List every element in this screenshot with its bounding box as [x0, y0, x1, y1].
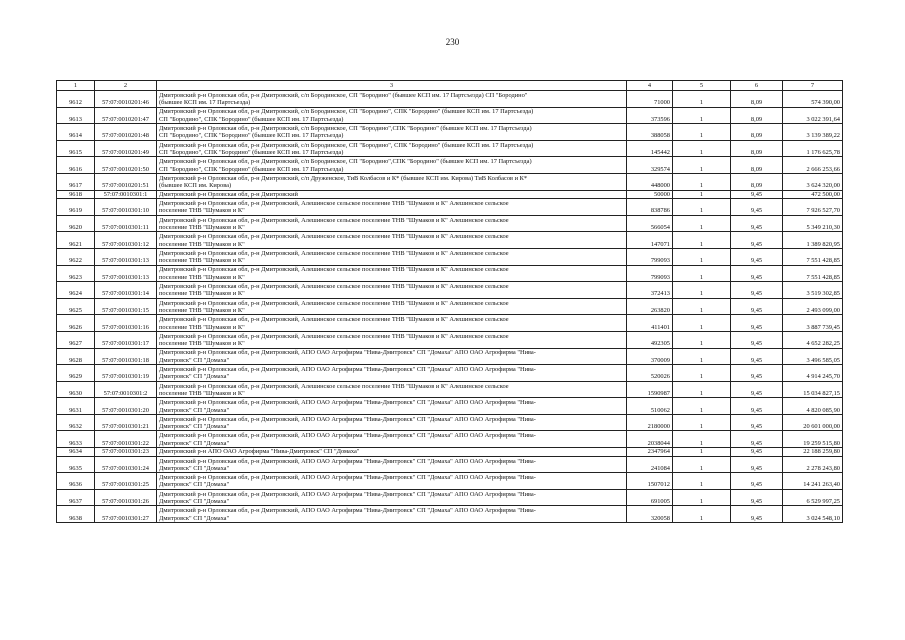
area-value: 2180000: [627, 414, 673, 431]
count-value: 1: [673, 199, 731, 216]
count-value: 1: [673, 506, 731, 523]
cadastral-number: 57:07:0010201:51: [95, 173, 157, 190]
location-description: [157, 107, 627, 124]
count-value: 1: [673, 365, 731, 382]
location-line: Дмитровский р-н Орловская обл, р-н Дмитровский, Алешинское сельское поселение ТНВ "Шумаков и К" Алешинское сельское: [159, 299, 509, 307]
rate-value: 9,45: [731, 348, 783, 365]
area-value: 320058: [627, 506, 673, 523]
count-value: 1: [673, 107, 731, 124]
row-number: 9623: [57, 265, 95, 282]
table-row: [57, 398, 843, 415]
location-line: Дмитровск" СП "Домаха": [159, 498, 230, 506]
cadastral-number: 57:07:0010301:25: [95, 473, 157, 490]
table-row: [57, 473, 843, 490]
cadastral-value: 574 390,00: [783, 91, 843, 108]
location-description: [157, 91, 627, 108]
table-row: [57, 199, 843, 216]
location-description: [157, 414, 627, 431]
rate-value: 9,45: [731, 248, 783, 265]
row-number: 9620: [57, 215, 95, 232]
area-value: 241084: [627, 456, 673, 473]
rate-value: 8,09: [731, 124, 783, 141]
area-value: 145442: [627, 140, 673, 157]
cadastral-value: 14 241 263,40: [783, 473, 843, 490]
area-value: 263820: [627, 298, 673, 315]
location-line: Дмитровский р-н Орловская обл, р-н Дмитровский, АПО ОАО Агрофирма "Нива-Дмитровск" СП "Домаха" АПО ОАО Агрофирма "Нива-: [159, 399, 536, 407]
cadastral-value: 3 024 548,10: [783, 506, 843, 523]
location-line: Дмитровск" СП "Домаха": [159, 356, 230, 364]
location-line: поселение ТНВ "Шумаков и К": [159, 290, 245, 298]
table-row: [57, 232, 843, 249]
area-value: 71000: [627, 91, 673, 108]
count-value: 1: [673, 157, 731, 174]
rate-value: 8,09: [731, 157, 783, 174]
area-value: 799093: [627, 248, 673, 265]
table-row: [57, 348, 843, 365]
location-line: Дмитровский р-н Орловская обл, р-н Дмитровский, с/п Друженское, ТиВ Колбасов и К* (бывшее КСП им. Кирова) ТиВ Колбасов и К*: [159, 174, 528, 182]
location-description: [157, 190, 627, 199]
area-value: 520026: [627, 365, 673, 382]
location-line: поселение ТНВ "Шумаков и К": [159, 257, 245, 265]
row-number: 9628: [57, 348, 95, 365]
row-number: 9632: [57, 414, 95, 431]
table-row: [57, 248, 843, 265]
count-value: 1: [673, 448, 731, 457]
row-number: 9621: [57, 232, 95, 249]
location-line: поселение ТНВ "Шумаков и К": [159, 223, 245, 231]
area-value: 370009: [627, 348, 673, 365]
count-value: 1: [673, 414, 731, 431]
location-line: поселение ТНВ "Шумаков и К": [159, 323, 245, 331]
location-line: поселение ТНВ "Шумаков и К": [159, 207, 245, 215]
column-header: 6: [731, 81, 783, 91]
location-line: Дмитровский р-н Орловская обл, р-н Дмитровский, АПО ОАО Агрофирма "Нива-Дмитровск" СП "Домаха" АПО ОАО Агрофирма "Нива-: [159, 365, 536, 373]
rate-value: 9,45: [731, 282, 783, 299]
location-description: [157, 315, 627, 332]
cadastral-number: 57:07:0010301:21: [95, 414, 157, 431]
area-value: 147071: [627, 232, 673, 249]
rate-value: 9,45: [731, 506, 783, 523]
area-value: 411401: [627, 315, 673, 332]
table-row: [57, 331, 843, 348]
rate-value: 9,45: [731, 190, 783, 199]
cadastral-value: 3 139 389,22: [783, 124, 843, 141]
column-header: 1: [57, 81, 95, 91]
count-value: 1: [673, 398, 731, 415]
cadastral-number: 57:07:0010201:48: [95, 124, 157, 141]
rate-value: 9,45: [731, 456, 783, 473]
count-value: 1: [673, 140, 731, 157]
row-number: 9615: [57, 140, 95, 157]
table-row: [57, 91, 843, 108]
cadastral-value: 4 652 282,25: [783, 331, 843, 348]
cadastral-number: 57:07:0010301:22: [95, 431, 157, 448]
area-value: 2347964: [627, 448, 673, 457]
count-value: 1: [673, 265, 731, 282]
area-value: 388058: [627, 124, 673, 141]
row-number: 9631: [57, 398, 95, 415]
rate-value: 9,45: [731, 489, 783, 506]
count-value: 1: [673, 173, 731, 190]
location-line: Дмитровск" СП "Домаха": [159, 373, 230, 381]
cadastral-number: 57:07:0010301:10: [95, 199, 157, 216]
location-line: Дмитровск" СП "Домаха": [159, 464, 230, 472]
row-number: 9624: [57, 282, 95, 299]
table-row: [57, 173, 843, 190]
location-line: поселение ТНВ "Шумаков и К": [159, 306, 245, 314]
table-row: [57, 431, 843, 448]
row-number: 9622: [57, 248, 95, 265]
row-number: 9636: [57, 473, 95, 490]
location-line: СП "Бородино", СПК "Бородино" (бывшее КСП им. 17 Партсъезда): [159, 132, 344, 140]
row-number: 9614: [57, 124, 95, 141]
location-line: Дмитровский р-н Орловская обл, р-н Дмитровский, Алешинское сельское поселение ТНВ "Шумаков и К" Алешинское сельское: [159, 216, 509, 224]
table-row: [57, 414, 843, 431]
row-number: 9627: [57, 331, 95, 348]
cadastral-value: 20 601 000,00: [783, 414, 843, 431]
row-number: 9626: [57, 315, 95, 332]
cadastral-value: 1 389 820,95: [783, 232, 843, 249]
location-description: [157, 265, 627, 282]
location-line: поселение ТНВ "Шумаков и К": [159, 389, 245, 397]
cadastral-number: 57:07:0010301:24: [95, 456, 157, 473]
row-number: 9629: [57, 365, 95, 382]
area-value: 2038044: [627, 431, 673, 448]
location-line: Дмитровский р-н Орловская обл, р-н Дмитровский, АПО ОАО Агрофирма "Нива-Дмитровск" СП "Домаха" АПО ОАО Агрофирма "Нива-: [159, 507, 536, 515]
table-row: [57, 124, 843, 141]
location-line: Дмитровский р-н Орловская обл, р-н Дмитровский, АПО ОАО Агрофирма "Нива-Дмитровск" СП "Домаха" АПО ОАО Агрофирма "Нива-: [159, 432, 536, 440]
cadastral-number: 57:07:0010301:26: [95, 489, 157, 506]
location-line: поселение ТНВ "Шумаков и К": [159, 240, 245, 248]
count-value: 1: [673, 456, 731, 473]
rate-value: 9,45: [731, 448, 783, 457]
location-line: Дмитровский р-н Орловская обл, р-н Дмитровский, с/п Бородинское, СП "Бородино", СПК "Бородино" (бывшее КСП им. 17 Партсъезда): [159, 108, 534, 116]
location-line: Дмитровск" СП "Домаха": [159, 514, 230, 522]
table-row: [57, 381, 843, 398]
cadastral-value: 3 022 391,64: [783, 107, 843, 124]
location-line: Дмитровский р-н Орловская обл, р-н Дмитровский, Алешинское сельское поселение ТНВ "Шумаков и К" Алешинское сельское: [159, 200, 509, 208]
location-line: Дмитровский р-н Орловская обл, р-н Дмитровский, Алешинское сельское поселение ТНВ "Шумаков и К" Алешинское сельское: [159, 316, 509, 324]
rate-value: 9,45: [731, 199, 783, 216]
area-value: 799093: [627, 265, 673, 282]
count-value: 1: [673, 431, 731, 448]
location-line: Дмитровский р-н Орловская обл, р-н Дмитровский, АПО ОАО Агрофирма "Нива-Дмитровск" СП "Домаха" АПО ОАО Агрофирма "Нива-: [159, 349, 536, 357]
table-row: [57, 140, 843, 157]
location-line: поселение ТНВ "Шумаков и К": [159, 340, 245, 348]
count-value: 1: [673, 381, 731, 398]
count-value: 1: [673, 489, 731, 506]
count-value: 1: [673, 248, 731, 265]
row-number: 9612: [57, 91, 95, 108]
cadastral-number: 57:07:0010301:11: [95, 215, 157, 232]
location-line: Дмитровский р-н АПО ОАО Агрофирма "Нива-Дмитровск" СП "Домаха": [159, 448, 360, 456]
cadastral-value: 7 926 527,70: [783, 199, 843, 216]
location-line: Дмитровский р-н Орловская обл, р-н Дмитровский: [159, 190, 298, 198]
row-number: 9618: [57, 190, 95, 199]
rate-value: 9,45: [731, 232, 783, 249]
row-number: 9617: [57, 173, 95, 190]
location-description: [157, 282, 627, 299]
cadastral-number: 57:07:0010201:47: [95, 107, 157, 124]
cadastral-value: 5 349 210,30: [783, 215, 843, 232]
cadastral-number: 57:07:0010201:50: [95, 157, 157, 174]
column-header: 3: [157, 81, 627, 91]
rate-value: 9,45: [731, 215, 783, 232]
location-line: Дмитровск" СП "Домаха": [159, 406, 230, 414]
area-value: 1590987: [627, 381, 673, 398]
location-line: Дмитровский р-н Орловская обл, р-н Дмитровский, Алешинское сельское поселение ТНВ "Шумаков и К" Алешинское сельское: [159, 266, 509, 274]
location-line: Дмитровский р-н Орловская обл, р-н Дмитровский, Алешинское сельское поселение ТНВ "Шумаков и К" Алешинское сельское: [159, 233, 509, 241]
cadastral-number: 57:07:0010301:27: [95, 506, 157, 523]
rate-value: 8,09: [731, 140, 783, 157]
cadastral-value: 3 887 739,45: [783, 315, 843, 332]
location-line: Дмитровский р-н Орловская обл, р-н Дмитровский, АПО ОАО Агрофирма "Нива-Дмитровск" СП "Домаха" АПО ОАО Агрофирма "Нива-: [159, 490, 536, 498]
cadastral-value: 2 666 253,66: [783, 157, 843, 174]
area-value: 373596: [627, 107, 673, 124]
location-description: [157, 456, 627, 473]
cadastral-number: 57:07:0010301:1: [95, 190, 157, 199]
row-number: 9616: [57, 157, 95, 174]
row-number: 9638: [57, 506, 95, 523]
column-header: 7: [783, 81, 843, 91]
area-value: 691005: [627, 489, 673, 506]
location-line: Дмитровск" СП "Домаха": [159, 439, 230, 447]
cadastral-value: 22 188 259,80: [783, 448, 843, 457]
location-description: [157, 448, 627, 457]
table-row: [57, 282, 843, 299]
land-registry-table: [56, 80, 843, 523]
table-row: [57, 298, 843, 315]
location-description: [157, 248, 627, 265]
rate-value: 8,09: [731, 91, 783, 108]
location-description: [157, 124, 627, 141]
rate-value: 8,09: [731, 173, 783, 190]
table-row: [57, 107, 843, 124]
location-line: Дмитровск" СП "Домаха": [159, 481, 230, 489]
area-value: 448000: [627, 173, 673, 190]
location-description: [157, 331, 627, 348]
location-description: [157, 381, 627, 398]
cadastral-value: 4 914 245,70: [783, 365, 843, 382]
row-number: 9635: [57, 456, 95, 473]
location-line: Дмитровский р-н Орловская обл, р-н Дмитровский, АПО ОАО Агрофирма "Нива-Дмитровск" СП "Домаха" АПО ОАО Агрофирма "Нива-: [159, 415, 536, 423]
location-description: [157, 157, 627, 174]
cadastral-number: 57:07:0010301:15: [95, 298, 157, 315]
cadastral-value: 6 529 997,25: [783, 489, 843, 506]
count-value: 1: [673, 473, 731, 490]
area-value: 492305: [627, 331, 673, 348]
location-line: (бывшее КСП им. 17 Партсъезда): [159, 99, 251, 107]
location-line: Дмитровский р-н Орловская обл, р-н Дмитровский, с/п Бородинское, СП "Бородино",СПК "Бородино" (бывшее КСП им. 17 Партсъезда): [159, 125, 532, 133]
table-row: [57, 365, 843, 382]
area-value: 1507012: [627, 473, 673, 490]
rate-value: 9,45: [731, 381, 783, 398]
location-description: [157, 140, 627, 157]
rate-value: 9,45: [731, 473, 783, 490]
table-row: [57, 215, 843, 232]
row-number: 9637: [57, 489, 95, 506]
area-value: 372413: [627, 282, 673, 299]
location-line: Дмитровский р-н Орловская обл, р-н Дмитровский, с/п Бородинское, СП "Бородино" (бывшее КСП им. 17 Партсъезда) СП "Бородино": [159, 91, 528, 99]
area-value: 50000: [627, 190, 673, 199]
header-row: [57, 81, 843, 91]
cadastral-number: 57:07:0010301:20: [95, 398, 157, 415]
location-line: Дмитровский р-н Орловская обл, р-н Дмитровский, Алешинское сельское поселение ТНВ "Шумаков и К" Алешинское сельское: [159, 382, 509, 390]
cadastral-value: 3 496 585,05: [783, 348, 843, 365]
page-number: 230: [445, 37, 460, 47]
cadastral-value: 7 551 428,85: [783, 248, 843, 265]
cadastral-value: 19 259 515,80: [783, 431, 843, 448]
location-line: Дмитровский р-н Орловская обл, р-н Дмитровский, АПО ОАО Агрофирма "Нива-Дмитровск" СП "Домаха" АПО ОАО Агрофирма "Нива-: [159, 457, 536, 465]
count-value: 1: [673, 232, 731, 249]
cadastral-value: 2 493 099,00: [783, 298, 843, 315]
rate-value: 9,45: [731, 398, 783, 415]
column-header: 4: [627, 81, 673, 91]
location-description: [157, 298, 627, 315]
count-value: 1: [673, 331, 731, 348]
column-header: 2: [95, 81, 157, 91]
location-description: [157, 506, 627, 523]
row-number: 9613: [57, 107, 95, 124]
table-row: [57, 506, 843, 523]
count-value: 1: [673, 124, 731, 141]
rate-value: 9,45: [731, 315, 783, 332]
location-description: [157, 489, 627, 506]
area-value: 566054: [627, 215, 673, 232]
cadastral-number: 57:07:0010201:49: [95, 140, 157, 157]
cadastral-value: 4 820 085,90: [783, 398, 843, 415]
cadastral-number: 57:07:0010301:23: [95, 448, 157, 457]
location-line: Дмитровский р-н Орловская обл, р-н Дмитровский, Алешинское сельское поселение ТНВ "Шумаков и К" Алешинское сельское: [159, 332, 509, 340]
location-description: [157, 398, 627, 415]
cadastral-number: 57:07:0010301:2: [95, 381, 157, 398]
row-number: 9633: [57, 431, 95, 448]
row-number: 9634: [57, 448, 95, 457]
cadastral-number: 57:07:0010301:13: [95, 265, 157, 282]
rate-value: 9,45: [731, 265, 783, 282]
cadastral-value: 3 519 302,85: [783, 282, 843, 299]
count-value: 1: [673, 215, 731, 232]
location-line: СП "Бородино", СПК "Бородино" (бывшее КСП им. 17 Партсъезда): [159, 149, 344, 157]
cadastral-value: 3 624 320,00: [783, 173, 843, 190]
row-number: 9619: [57, 199, 95, 216]
location-line: СП "Бородино", СПК "Бородино" (бывшее КСП им. 17 Партсъезда): [159, 165, 344, 173]
area-value: 329574: [627, 157, 673, 174]
table-row: [57, 157, 843, 174]
location-description: [157, 199, 627, 216]
location-description: [157, 473, 627, 490]
location-line: Дмитровский р-н Орловская обл, р-н Дмитровский, с/п Бородинское, СП "Бородино",СПК "Бородино" (бывшее КСП им. 17 Партсъезда): [159, 158, 532, 166]
rate-value: 9,45: [731, 298, 783, 315]
table-row: [57, 448, 843, 457]
rate-value: 9,45: [731, 365, 783, 382]
location-description: [157, 348, 627, 365]
cadastral-number: 57:07:0010301:16: [95, 315, 157, 332]
table-row: [57, 456, 843, 473]
location-line: поселение ТНВ "Шумаков и К": [159, 273, 245, 281]
location-description: [157, 232, 627, 249]
count-value: 1: [673, 190, 731, 199]
count-value: 1: [673, 91, 731, 108]
location-line: Дмитровский р-н Орловская обл, р-н Дмитровский, Алешинское сельское поселение ТНВ "Шумаков и К" Алешинское сельское: [159, 283, 509, 290]
cadastral-number: 57:07:0010301:19: [95, 365, 157, 382]
location-description: [157, 173, 627, 190]
cadastral-number: 57:07:0010301:14: [95, 282, 157, 299]
location-line: Дмитровский р-н Орловская обл, р-н Дмитровский, с/п Бородинское, СП "Бородино", СПК "Бородино" (бывшее КСП им. 17 Партсъезда): [159, 141, 534, 149]
table-row: [57, 265, 843, 282]
table-row: [57, 315, 843, 332]
location-line: Дмитровск" СП "Домаха": [159, 423, 230, 431]
row-number: 9630: [57, 381, 95, 398]
location-description: [157, 365, 627, 382]
location-line: СП "Бородино", СПК "Бородино" (бывшее КСП им. 17 Партсъезда): [159, 115, 344, 123]
cadastral-value: 472 500,00: [783, 190, 843, 199]
cadastral-number: 57:07:0010301:18: [95, 348, 157, 365]
cadastral-value: 2 278 243,80: [783, 456, 843, 473]
cadastral-number: 57:07:0010301:13: [95, 248, 157, 265]
area-value: 510062: [627, 398, 673, 415]
location-line: Дмитровский р-н Орловская обл, р-н Дмитровский, Алешинское сельское поселение ТНВ "Шумаков и К" Алешинское сельское: [159, 249, 509, 257]
location-line: (бывшее КСП им. Кирова): [159, 182, 232, 190]
cadastral-number: 57:07:0010301:17: [95, 331, 157, 348]
count-value: 1: [673, 298, 731, 315]
count-value: 1: [673, 282, 731, 299]
table-row: [57, 190, 843, 199]
cadastral-number: 57:07:0010201:46: [95, 91, 157, 108]
cadastral-value: 7 551 428,85: [783, 265, 843, 282]
table-row: [57, 489, 843, 506]
count-value: 1: [673, 315, 731, 332]
cadastral-value: 15 034 827,15: [783, 381, 843, 398]
rate-value: 8,09: [731, 107, 783, 124]
location-line: Дмитровский р-н Орловская обл, р-н Дмитровский, АПО ОАО Агрофирма "Нива-Дмитровск" СП "Домаха" АПО ОАО Агрофирма "Нива-: [159, 474, 536, 482]
location-description: [157, 431, 627, 448]
area-value: 838786: [627, 199, 673, 216]
location-description: [157, 215, 627, 232]
row-number: 9625: [57, 298, 95, 315]
count-value: 1: [673, 348, 731, 365]
rate-value: 9,45: [731, 414, 783, 431]
cadastral-number: 57:07:0010301:12: [95, 232, 157, 249]
cadastral-value: 1 176 625,78: [783, 140, 843, 157]
rate-value: 9,45: [731, 331, 783, 348]
column-header: 5: [673, 81, 731, 91]
rate-value: 9,45: [731, 431, 783, 448]
